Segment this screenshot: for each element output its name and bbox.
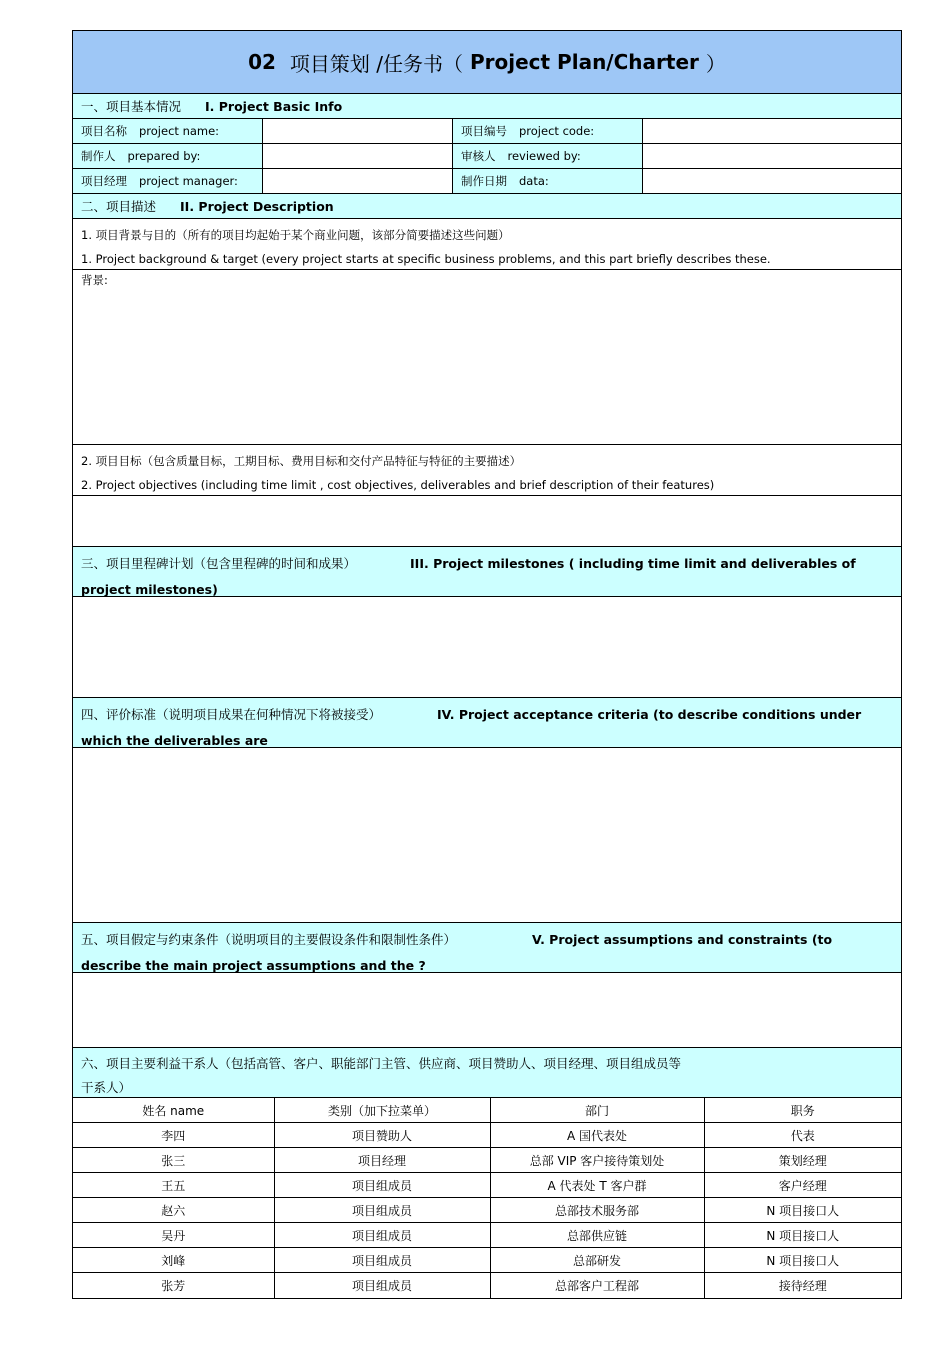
section-stakeholders-cn-1: 六、项目主要利益干系人（包括高管、客户、职能部门主管、供应商、项目赞助人、项目经理、项目组成员等 xyxy=(81,1056,682,1071)
project-code-field[interactable] xyxy=(643,119,901,143)
background-field[interactable] xyxy=(73,269,901,444)
cell-department[interactable]: A 代表处 T 客户群 xyxy=(490,1173,704,1198)
label-en: project name: xyxy=(139,124,220,138)
background-label: 背景: xyxy=(81,273,108,287)
label-cn: 审核人 xyxy=(461,149,496,163)
date-label xyxy=(453,169,643,193)
section-milestones-cn: 三、项目里程碑计划（包含里程碑的时间和成果） xyxy=(81,556,357,571)
header-name: 姓名 name xyxy=(73,1098,274,1123)
header-position: 职务 xyxy=(704,1098,901,1123)
project-name-label xyxy=(73,119,263,143)
cell-name[interactable]: 张芳 xyxy=(73,1273,274,1298)
cell-position[interactable]: N 项目接口人 xyxy=(704,1248,901,1273)
background-instructions xyxy=(73,218,901,269)
section-assumptions-en-2: describe the main project assumptions and the ? xyxy=(81,958,426,973)
background-instruction-cn: 1. 项目背景与目的（所有的项目均起始于某个商业问题，该部分简要描述这些问题） xyxy=(81,228,510,242)
project-charter-form xyxy=(72,30,902,1299)
title-cn: 项目策划 /任务书（ xyxy=(289,51,464,76)
cell-category[interactable]: 项目赞助人 xyxy=(274,1123,490,1148)
section-acceptance-cn: 四、评价标准（说明项目成果在何种情况下将被接受） xyxy=(81,707,382,722)
label-en: reviewed by: xyxy=(507,149,581,163)
label-cn: 项目编号 xyxy=(461,124,507,138)
section-assumptions-en-1: V. Project assumptions and constraints (to xyxy=(532,932,833,947)
objectives-field[interactable] xyxy=(73,495,901,546)
section-milestones-en-1: III. Project milestones ( including time limit and deliverables of xyxy=(410,556,856,571)
cell-department[interactable]: 总部技术服务部 xyxy=(490,1198,704,1223)
cell-name[interactable]: 吴丹 xyxy=(73,1223,274,1248)
objectives-instruction-cn: 2. 项目目标（包含质量目标，工期目标、费用目标和交付产品特征与特征的主要描述） xyxy=(81,454,522,468)
label-cn: 项目经理 xyxy=(81,174,127,188)
project-code-label xyxy=(453,119,643,143)
background-instruction-en: 1. Project background & target (every project starts at specific business problems, and this part briefly describes these. xyxy=(81,252,771,266)
acceptance-field[interactable] xyxy=(73,747,901,922)
info-row-project-name xyxy=(73,118,901,143)
reviewed-by-label xyxy=(453,144,643,168)
cell-name[interactable]: 张三 xyxy=(73,1148,274,1173)
section-description-en: II. Project Description xyxy=(180,198,334,214)
cell-category[interactable]: 项目组成员 xyxy=(274,1223,490,1248)
cell-position[interactable]: 客户经理 xyxy=(704,1173,901,1198)
table-row xyxy=(73,1248,901,1273)
section-acceptance xyxy=(73,697,901,747)
title-en: Project Plan/Charter xyxy=(470,50,699,74)
header-department: 部门 xyxy=(490,1098,704,1123)
date-field[interactable] xyxy=(643,169,901,193)
section-basic-info-en: I. Project Basic Info xyxy=(205,98,343,114)
cell-position[interactable]: 接待经理 xyxy=(704,1273,901,1298)
reviewed-by-field[interactable] xyxy=(643,144,901,168)
section-milestones-en-2: project milestones) xyxy=(81,582,218,597)
section-description xyxy=(73,193,901,218)
cell-category[interactable]: 项目经理 xyxy=(274,1148,490,1173)
cell-name[interactable]: 王五 xyxy=(73,1173,274,1198)
cell-department[interactable]: 总部研发 xyxy=(490,1248,704,1273)
cell-position[interactable]: 代表 xyxy=(704,1123,901,1148)
cell-category[interactable]: 项目组成员 xyxy=(274,1173,490,1198)
cell-category[interactable]: 项目组成员 xyxy=(274,1248,490,1273)
cell-position[interactable]: N 项目接口人 xyxy=(704,1223,901,1248)
table-row xyxy=(73,1148,901,1173)
section-acceptance-en-2: which the deliverables are xyxy=(81,733,268,748)
section-acceptance-en-1: IV. Project acceptance criteria (to describe conditions under xyxy=(437,707,862,722)
title-suffix: ） xyxy=(705,51,726,76)
document-title xyxy=(73,31,901,93)
milestones-field[interactable] xyxy=(73,596,901,697)
cell-position[interactable]: 策划经理 xyxy=(704,1148,901,1173)
label-en: project manager: xyxy=(139,174,238,188)
prepared-by-label xyxy=(73,144,263,168)
project-manager-label xyxy=(73,169,263,193)
header-category: 类别（加下拉菜单） xyxy=(274,1098,490,1123)
assumptions-field[interactable] xyxy=(73,972,901,1047)
section-assumptions xyxy=(73,922,901,972)
cell-name[interactable]: 赵六 xyxy=(73,1198,274,1223)
cell-department[interactable]: 总部供应链 xyxy=(490,1223,704,1248)
label-cn: 项目名称 xyxy=(81,124,127,138)
cell-name[interactable]: 刘峰 xyxy=(73,1248,274,1273)
label-cn: 制作日期 xyxy=(461,174,507,188)
cell-category[interactable]: 项目组成员 xyxy=(274,1198,490,1223)
table-row xyxy=(73,1223,901,1248)
project-name-field[interactable] xyxy=(263,119,453,143)
label-en: project code: xyxy=(519,124,595,138)
info-row-prepared-by xyxy=(73,143,901,168)
title-prefix: 02 xyxy=(248,50,276,74)
label-en: data: xyxy=(519,174,549,188)
cell-position[interactable]: N 项目接口人 xyxy=(704,1198,901,1223)
cell-department[interactable]: A 国代表处 xyxy=(490,1123,704,1148)
table-row xyxy=(73,1123,901,1148)
section-description-cn: 二、项目描述 xyxy=(81,199,157,214)
table-header-row xyxy=(73,1098,901,1123)
cell-department[interactable]: 总部 VIP 客户接待策划处 xyxy=(490,1148,704,1173)
info-row-project-manager xyxy=(73,168,901,193)
cell-name[interactable]: 李四 xyxy=(73,1123,274,1148)
label-en: prepared by: xyxy=(127,149,201,163)
table-row xyxy=(73,1173,901,1198)
section-assumptions-cn: 五、项目假定与约束条件（说明项目的主要假设条件和限制性条件） xyxy=(81,932,457,947)
section-stakeholders-cn-2: 干系人） xyxy=(81,1080,132,1095)
stakeholders-table xyxy=(73,1097,901,1298)
section-basic-info-cn: 一、项目基本情况 xyxy=(81,99,182,114)
table-row xyxy=(73,1273,901,1298)
objectives-instruction-en: 2. Project objectives (including time limit , cost objectives, deliverables and brief description of their features) xyxy=(81,478,715,492)
section-basic-info xyxy=(73,93,901,118)
section-milestones xyxy=(73,546,901,596)
label-cn: 制作人 xyxy=(81,149,116,163)
objectives-instructions xyxy=(73,444,901,495)
cell-category[interactable]: 项目组成员 xyxy=(274,1273,490,1298)
cell-department[interactable]: 总部客户工程部 xyxy=(490,1273,704,1298)
project-manager-field[interactable] xyxy=(263,169,453,193)
table-row xyxy=(73,1198,901,1223)
section-stakeholders xyxy=(73,1047,901,1097)
prepared-by-field[interactable] xyxy=(263,144,453,168)
